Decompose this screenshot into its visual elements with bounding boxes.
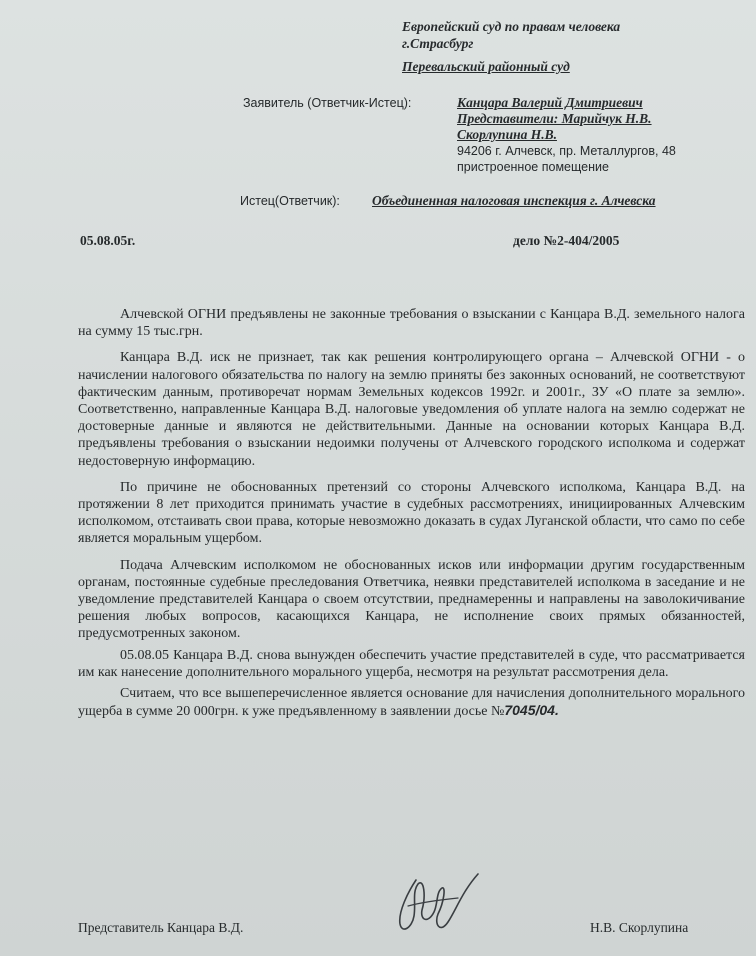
dossier-number: 7045/04. (504, 702, 559, 719)
applicant-address-line2: пристроенное помещение (457, 160, 609, 174)
case-number: дело №2-404/2005 (513, 233, 620, 248)
plaintiff-label: Истец(Ответчик): (240, 194, 340, 208)
paragraph-4: Подача Алчевским исполкомом не обоснованных исков или информации другим государственным органам, постоянные судебные преследования Ответчика, неявки представителей исполкома в заседание и не уведомление представителей Канцара о своем отсутствии, преднамеренны и направлены на заволокичивание решения любых вопросов, касающихся Канцара, не исполнение своих прямых обязанностей, предусмотренных законом. (78, 557, 745, 642)
court1-line2: г.Страсбург (402, 36, 474, 51)
court1-line1: Европейский суд по правам человека (402, 19, 621, 34)
paragraph-6 (78, 685, 745, 720)
paragraph-1: Алчевской ОГНИ предъявлены не законные требования о взыскании с Канцара В.Д. земельного налога на сумму 15 тыс.грн. (78, 307, 745, 340)
applicant-address-line1: 94206 г. Алчевск, пр. Металлургов, 48 (457, 144, 676, 158)
paragraph-6-text: Считаем, что все вышеперечисленное является основание для начисления дополнительного морального ущерба в сумме 20 000грн. к уже предъявленному в заявлении досье № (78, 686, 745, 720)
signature-image (378, 862, 488, 942)
paragraph-5: 05.08.05 Канцара В.Д. снова вынужден обеспечить участие представителей в суде, что рассматривается им как нанесение дополнительного морального ущерба, несмотря на результат рассмотрения дела. (78, 647, 745, 680)
plaintiff-name: Объединенная налоговая инспекция г. Алчевска (372, 193, 656, 208)
addressee-block (402, 18, 752, 75)
document-body (78, 306, 745, 729)
applicant-reps-line1: Представители: Марийчук Н.В. (457, 111, 652, 126)
representative-label: Представитель Канцара В.Д. (78, 920, 244, 935)
paragraph-2: Канцара В.Д. иск не признает, так как решения контролирующего органа – Алчевской ОГНИ - о начислении налогового обязательства по налогу на землю приняты без законных оснований, не соответствуют фактическим данным, противоречат нормам Земельных кодексов 1992г. и 2001г., ЗУ «О плате за землю». Соответственно, направленные Канцара В.Д. налоговые уведомления об уплате налога на землю содержат не достоверные данные и являются не действительными. Данные на основании которых Канцара В.Д. предъявлены требования о взыскании недоимки получены от Алчевского городского исполкома и содержат недостоверную информацию. (78, 350, 745, 469)
court2: Перевальский районный суд (402, 59, 570, 74)
applicant-block (457, 95, 676, 175)
representative-name: Н.В. Скорлупина (590, 920, 689, 935)
applicant-name: Канцара Валерий Дмитриевич (457, 95, 643, 110)
paragraph-3: По причине не обоснованных претензий со стороны Алчевского исполкома, Канцара В.Д. на протяжении 8 лет приходится принимать участие в судебных рассмотрениях, инициированных Алчевским исполкомом, отстаивать свои права, которые невозможно доказать в судах Луганской области, что само по себе является моральным ущербом. (78, 479, 745, 547)
applicant-reps-line2: Скорлупина Н.В. (457, 127, 557, 142)
applicant-label: Заявитель (Ответчик-Истец): (243, 96, 412, 110)
document-date: 05.08.05г. (80, 233, 136, 248)
plaintiff-block (372, 193, 656, 209)
